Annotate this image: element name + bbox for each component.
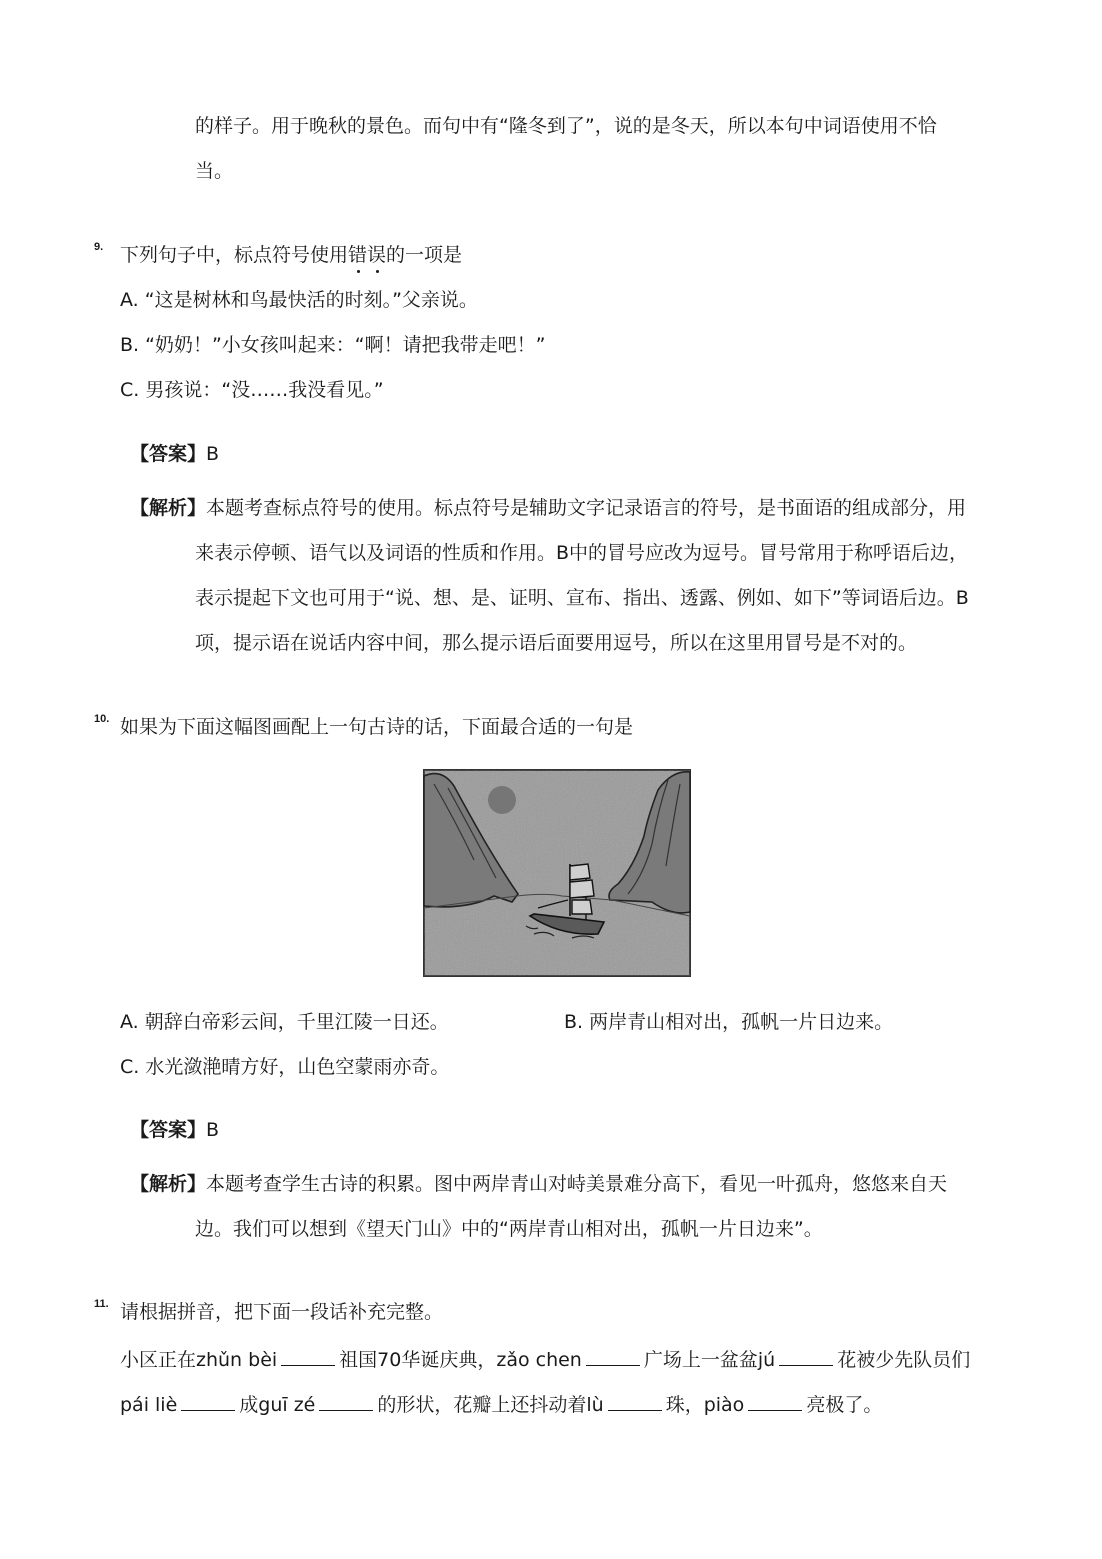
q9-analysis-line3: 表示提起下文也可用于“说、想、是、证明、宣布、指出、透露、例如、如下”等词语后边。B [195,587,969,609]
q9-stem-emphasis-2: 误 [367,244,387,266]
fill-blank-zaochen[interactable] [586,1349,640,1366]
fill-blank-pailie[interactable] [181,1394,235,1411]
q11-l1-text4: 花被少先队员们 [837,1349,971,1371]
q9-option-a: A. “这是树林和鸟最快活的时刻。”父亲说。 [120,289,478,311]
q9-analysis-label: 【解析】 [130,497,207,519]
q11-l1-text2: 祖国70华诞庆典，zǎo chen [339,1349,582,1371]
q10-option-c: C. 水光潋滟晴方好，山色空蒙雨亦奇。 [120,1056,450,1078]
fill-blank-ju[interactable] [779,1349,833,1366]
q11-l2-text1: pái liè [120,1394,178,1416]
q11-l1-text1: 小区正在zhǔn bèi [120,1349,278,1371]
fill-blank-piao[interactable] [748,1394,802,1411]
q11-l2-text5: 亮极了。 [806,1394,883,1416]
q11-number: 11. [94,1298,109,1310]
q9-analysis-text1: 本题考查标点符号的使用。标点符号是辅助文字记录语言的符号，是书面语的组成部分，用 [206,497,967,519]
q11-stem: 请根据拼音，把下面一段话补充完整。 [120,1301,444,1323]
q9-analysis-line1 [130,499,966,518]
q10-analysis-text1: 本题考查学生古诗的积累。图中两岸青山对峙美景难分高下，看见一叶孤舟，悠悠来自天 [206,1173,948,1195]
q10-analysis-line1 [130,1175,947,1194]
q10-option-a: A. 朝辞白帝彩云间，千里江陵一日还。 [120,1011,449,1033]
q9-number: 9. [94,241,104,253]
q10-answer-label: 【答案】 [130,1119,207,1141]
q9-answer [130,445,219,464]
q9-option-b: B. “奶奶！”小女孩叫起来：“啊！请把我带走吧！” [120,334,546,356]
q9-analysis-line2: 来表示停顿、语气以及词语的性质和作用。B中的冒号应改为逗号。冒号常用于称呼语后边， [195,542,969,564]
q9-stem [120,246,462,265]
fill-blank-guize[interactable] [319,1394,373,1411]
fill-blank-zhunbei[interactable] [281,1349,335,1366]
q10-analysis-line2: 边。我们可以想到《望天门山》中的“两岸青山相对出，孤帆一片日边来”。 [195,1218,823,1240]
q9-analysis-line4: 项，提示语在说话内容中间，那么提示语后面要用逗号，所以在这里用冒号是不对的。 [195,632,918,654]
q9-answer-label: 【答案】 [130,443,207,465]
q8-analysis-line1: 的样子。用于晚秋的景色。而句中有“隆冬到了”，说的是冬天，所以本句中词语使用不恰 [195,115,937,137]
q9-stem-before: 下列句子中，标点符号使用 [120,244,349,266]
q11-line1 [120,1349,970,1370]
q11-line2 [120,1394,882,1415]
q11-l2-text3: 的形状，花瓣上还抖动着lù [377,1394,604,1416]
q9-stem-after: 的一项是 [386,244,463,266]
q10-number: 10. [94,713,110,725]
fill-blank-lu[interactable] [608,1394,662,1411]
q8-analysis-line2: 当。 [195,160,234,182]
q9-answer-value: B [206,443,220,465]
q11-l1-text3: 广场上一盆盆jú [643,1349,776,1371]
q10-answer-value: B [206,1119,220,1141]
q9-option-c: C. 男孩说：“没……我没看见。” [120,379,384,401]
q11-l2-text4: 珠，piào [665,1394,745,1416]
q11-l2-text2: 成guī zé [239,1394,316,1416]
q10-answer [130,1121,219,1140]
q9-stem-emphasis-1: 错 [348,244,368,266]
mountains-boat-illustration [422,766,692,978]
q10-analysis-label: 【解析】 [130,1173,207,1195]
mountains-boat-icon [422,766,692,978]
q10-option-b: B. 两岸青山相对出，孤帆一片日边来。 [564,1011,894,1033]
q10-stem: 如果为下面这幅图画配上一句古诗的话，下面最合适的一句是 [120,716,634,738]
